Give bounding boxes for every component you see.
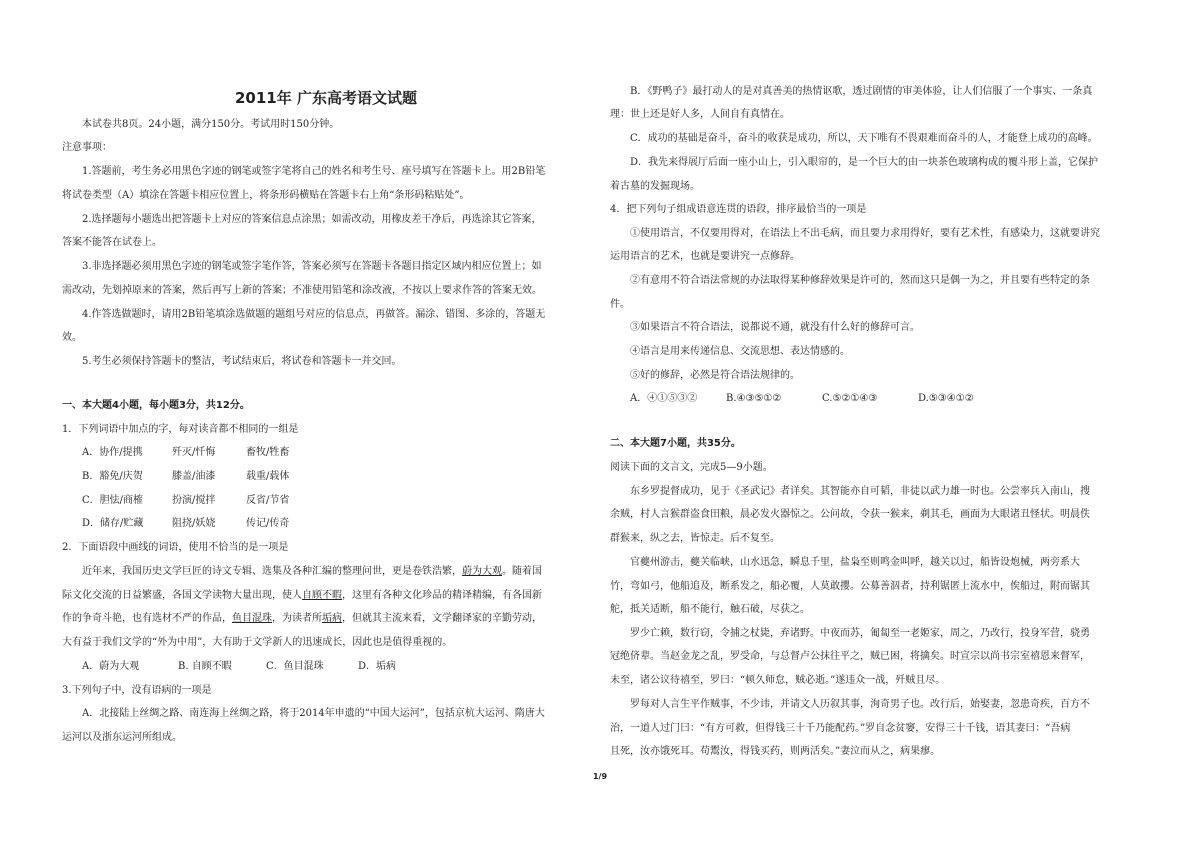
- exam-intro: 本试卷共8页。24小题，满分150分。考试用时150分钟。: [82, 119, 340, 130]
- q1-option-a-pair-2: 歼灭/忏悔: [172, 447, 216, 458]
- q3-option-d-line-2: 着古墓的发掘现场。: [610, 181, 700, 192]
- q2-option-d: D．垢病: [358, 661, 397, 672]
- passage-p4-line-2: 治，一道人过门曰：“有方可救，但得钱三十千乃能配药。”罗自念贫窭，安得三十千钱，语其妻曰：“吾病: [610, 723, 1071, 734]
- q1-option-b-pair-1: B．豁免/庆贺: [82, 471, 143, 482]
- passage-p2-line-2: 竹，弯如弓，他船追及，断系发之，船必覆，人莫敢攖。公募善泅者，持利锯匿上流水中，俟船过，附而锯其: [610, 581, 1090, 592]
- section-1-heading: 一、本大题4小题，每小题3分，共12分。: [62, 400, 250, 411]
- q1-option-c: [62, 494, 590, 508]
- q2-text: 近年来，我国历史文学巨匠的诗文专辑、选集及各种汇编的整理问世，更是卷铁浩繁，: [82, 566, 462, 577]
- section-2-heading: 二、本大题7小题，共35分。: [610, 438, 741, 449]
- q4-options: [610, 392, 1142, 406]
- q2-option-a: A．蔚为大观: [82, 661, 140, 672]
- passage-p2-line-1: 官夔州游击，夔关临峡，山水迅急，瞬息千里，盐枭至则鸣金叫呼，越关以过，船皆设炮械，两旁系大: [630, 557, 1080, 568]
- q2-stem: 2．下面语段中画线的词语，使用不恰当的是一项是: [62, 542, 289, 553]
- q3-option-c: C．成功的基础是奋斗，奋斗的收获是成功，所以，天下唯有不畏艰难而奋斗的人，才能登上成功的高峰。: [630, 133, 1098, 144]
- notice-4-line-2: 效。: [62, 332, 82, 343]
- q2-text: ，为读者所: [272, 613, 322, 624]
- q2-text: ，这里有各种文化珍品的精译精编，有各国新: [342, 590, 542, 601]
- q3-option-a-line-2: 运河以及浙东运河所组成。: [62, 732, 182, 743]
- q1-option-b: [62, 470, 590, 484]
- notice-4-line-1: 4.作答选做题时，请用2B铅笔填涂选做题的题组号对应的信息点，再做答。漏涂、错图、多涂的，答题无: [82, 309, 546, 320]
- q4-sentence-5: ⑤好的修辞，必然是符合语法规律的。: [630, 370, 800, 381]
- q2-option-c: C．鱼目混珠: [266, 661, 324, 672]
- q1-option-d: [62, 517, 590, 531]
- q4-sentence-2-line-1: ②有意用不符合语法常规的办法取得某种修辞效果是许可的，然而这只是偶一为之，并且要有些特定的条: [630, 275, 1090, 286]
- passage-p4-line-1: 罗每对人言生平作贼事，不少讳，并请文人历叙其事，洵奇男子也。改行后，始娶妻，忽患奇疾，百方不: [630, 699, 1090, 710]
- q3-option-b-line-2: 理：世上还是好人多，人间自有真情在。: [610, 109, 790, 120]
- q1-option-a-pair-1: A．协作/提携: [82, 447, 143, 458]
- q2-underlined-term-1: 蔚为大观: [462, 566, 502, 577]
- passage-p1-line-1: 东乡罗提督成功，见于《圣武记》者详矣。其智能亦自可韬，非徒以武力雄一时也。公尝率兵入南山，搜: [630, 486, 1090, 497]
- q2-text: 作的争奇斗艳，也有选材不严的作品，: [62, 613, 232, 624]
- notice-heading: 注意事项：: [62, 142, 112, 153]
- q3-option-d-line-1: D．我先来得展厅后面一座小山上，引入眼帘的，是一个巨大的由一块茶色玻璃构成的覆斗形上盖，它保护: [630, 157, 1099, 168]
- q4-sentence-3: ③如果语言不符合语法，说都说不通，就没有什么好的修辞可言。: [630, 322, 920, 333]
- passage-p4-line-3: 且死，汝亦饿死耳。苟鬻汝，得钱买药，则两活矣。”妻泣而从之，病果瘳。: [610, 746, 941, 757]
- notice-1-line-1: 1.答题前，考生务必用黑色字迹的钢笔或签字笔将自己的姓名和考生号、座号填写在答题卡上。用2B铅笔: [82, 166, 546, 177]
- q2-passage-line-4: 大有益于我们文学的“外为中用”，大有助于文学新人的迅速成长，因此也是值得重视的。: [62, 637, 453, 648]
- q1-option-c-pair-3: 反省/节省: [246, 495, 290, 506]
- q2-text: 。随着国: [502, 566, 542, 577]
- q1-option-a-pair-3: 畜牧/牲畜: [246, 447, 290, 458]
- q4-option-a: A．④①⑤③②: [630, 393, 698, 404]
- q4-sentence-1-line-2: 运用语言的艺术，也就是要讲究一点修辞。: [610, 251, 800, 262]
- q4-option-b: B.④③⑤①②: [726, 393, 782, 404]
- q2-underlined-term-3: 鱼目混珠: [232, 613, 272, 624]
- q1-option-d-pair-3: 传记/传奇: [246, 518, 290, 529]
- q2-option-b: B. 自顾不暇: [178, 661, 232, 672]
- q1-option-b-pair-2: 膝盖/油漆: [172, 471, 216, 482]
- section-2-instruction: 阅读下面的文言文，完成5—9小题。: [610, 462, 773, 473]
- q2-underlined-term-4: 垢病: [322, 613, 342, 624]
- q1-option-d-pair-1: D．储存/贮藏: [82, 518, 144, 529]
- passage-p3-line-1: 罗少亡赖，数行窃，令捕之杖毙，弃诸野。中夜而苏，匍匐至一老姬家，周之，乃改行，投身军营，骁勇: [630, 628, 1090, 639]
- notice-5-line-1: 5.考生必须保持答题卡的整洁，考试结束后，将试卷和答题卡一并交回。: [82, 356, 402, 367]
- q2-passage-line-2: [62, 589, 590, 603]
- page-title: 2011年 广东高考语文试题: [235, 89, 417, 107]
- notice-1-line-2: 将试卷类型（A）填涂在答题卡相应位置上，将条形码横贴在答题卡右上角“条形码粘贴处”。: [62, 190, 470, 201]
- q1-option-a: [62, 446, 590, 460]
- q2-underlined-term-2: 自顾不暇: [302, 590, 342, 601]
- q4-sentence-4: ④语言是用来传递信息、交流思想、表达情感的。: [630, 346, 850, 357]
- q2-passage-line-1: [62, 565, 590, 579]
- notice-2-line-1: 2.选择题每小题选出把答题卡上对应的答案信息点涂黑；如需改动，用橡皮差干净后，再选涂其它答案，: [82, 214, 542, 225]
- passage-p2-line-3: 舵，抵关适断，船不能行，触石破，尽获之。: [610, 604, 810, 615]
- passage-p1-line-3: 群猴来，纵之去，皆惊走。后不复至。: [610, 533, 780, 544]
- q1-option-c-pair-1: C．胆怯/商榷: [82, 495, 144, 506]
- q4-sentence-2-line-2: 件。: [610, 299, 630, 310]
- q1-stem: 1．下列词语中加点的字，每对读音都不相同的一组是: [62, 424, 299, 435]
- q1-option-d-pair-2: 阻挠/妖娆: [172, 518, 216, 529]
- q4-stem: 4．把下列句子组成语意连贯的语段，排序最恰当的一项是: [610, 204, 867, 215]
- q2-options: [62, 660, 590, 674]
- q2-text: ，但就其主流来看，文学翻译家的辛勤劳动，: [342, 613, 542, 624]
- passage-p1-line-2: 余贼，村人言猴群盗食田粮，晨必发火器惊之。公问故，令获一猴来，剃其毛，画面为大眼诸丑怪状。明晨佚: [610, 509, 1090, 520]
- q3-option-b-line-1: B．《野鸭子》最打动人的是对真善美的热情讴歌，透过剧情的审美体验，让人们信服了一个事实、一条真: [630, 86, 1093, 97]
- notice-2-line-2: 答案不能答在试卷上。: [62, 237, 162, 248]
- q3-option-a-line-1: A．北接陆上丝绸之路、南连海上丝绸之路，将于2014年申遗的“中国大运河”，包括京杭大运河、隋唐大: [82, 708, 545, 719]
- q4-option-d: D.⑤③④①②: [918, 393, 974, 404]
- q4-option-c: C.⑤②①④③: [822, 393, 878, 404]
- q3-stem: 3.下列句子中，没有语病的一项是: [62, 685, 212, 696]
- q1-option-b-pair-3: 载重/载体: [246, 471, 290, 482]
- passage-p3-line-3: 未至，诸公议待禧至，罗曰：“顿久师怠，贼必逝。”遂违众一战，歼贼且尽。: [610, 675, 946, 686]
- q1-option-c-pair-2: 扮演/搅拌: [172, 495, 216, 506]
- notice-3-line-2: 需改动，先划掉原来的答案，然后再写上新的答案；不准使用铅笔和涂改液，不按以上要求作答的答案无效。: [62, 285, 542, 296]
- notice-3-line-1: 3.非选择题必须用黑色字迹的钢笔或签字笔作答，答案必须写在答题卡各题目指定区域内相应位置上；如: [82, 261, 542, 272]
- passage-p3-line-2: 冠绝侪辈。当赵金龙之乱，罗受命，与总督卢公抹往平之，贼已困，将擒矣。时宣宗以尚书宗室禧恩来督军，: [610, 651, 1090, 662]
- q2-text: 际文化交流的日益繁盛，各国文学读物大量出现，使人: [62, 590, 302, 601]
- q2-passage-line-3: [62, 612, 590, 626]
- q4-sentence-1-line-1: ①使用语言，不仅要用得对，在语法上不出毛病，而且要力求用得好，要有艺术性，有感染力，这就要讲究: [630, 228, 1100, 239]
- page-number: 1/9: [592, 772, 608, 781]
